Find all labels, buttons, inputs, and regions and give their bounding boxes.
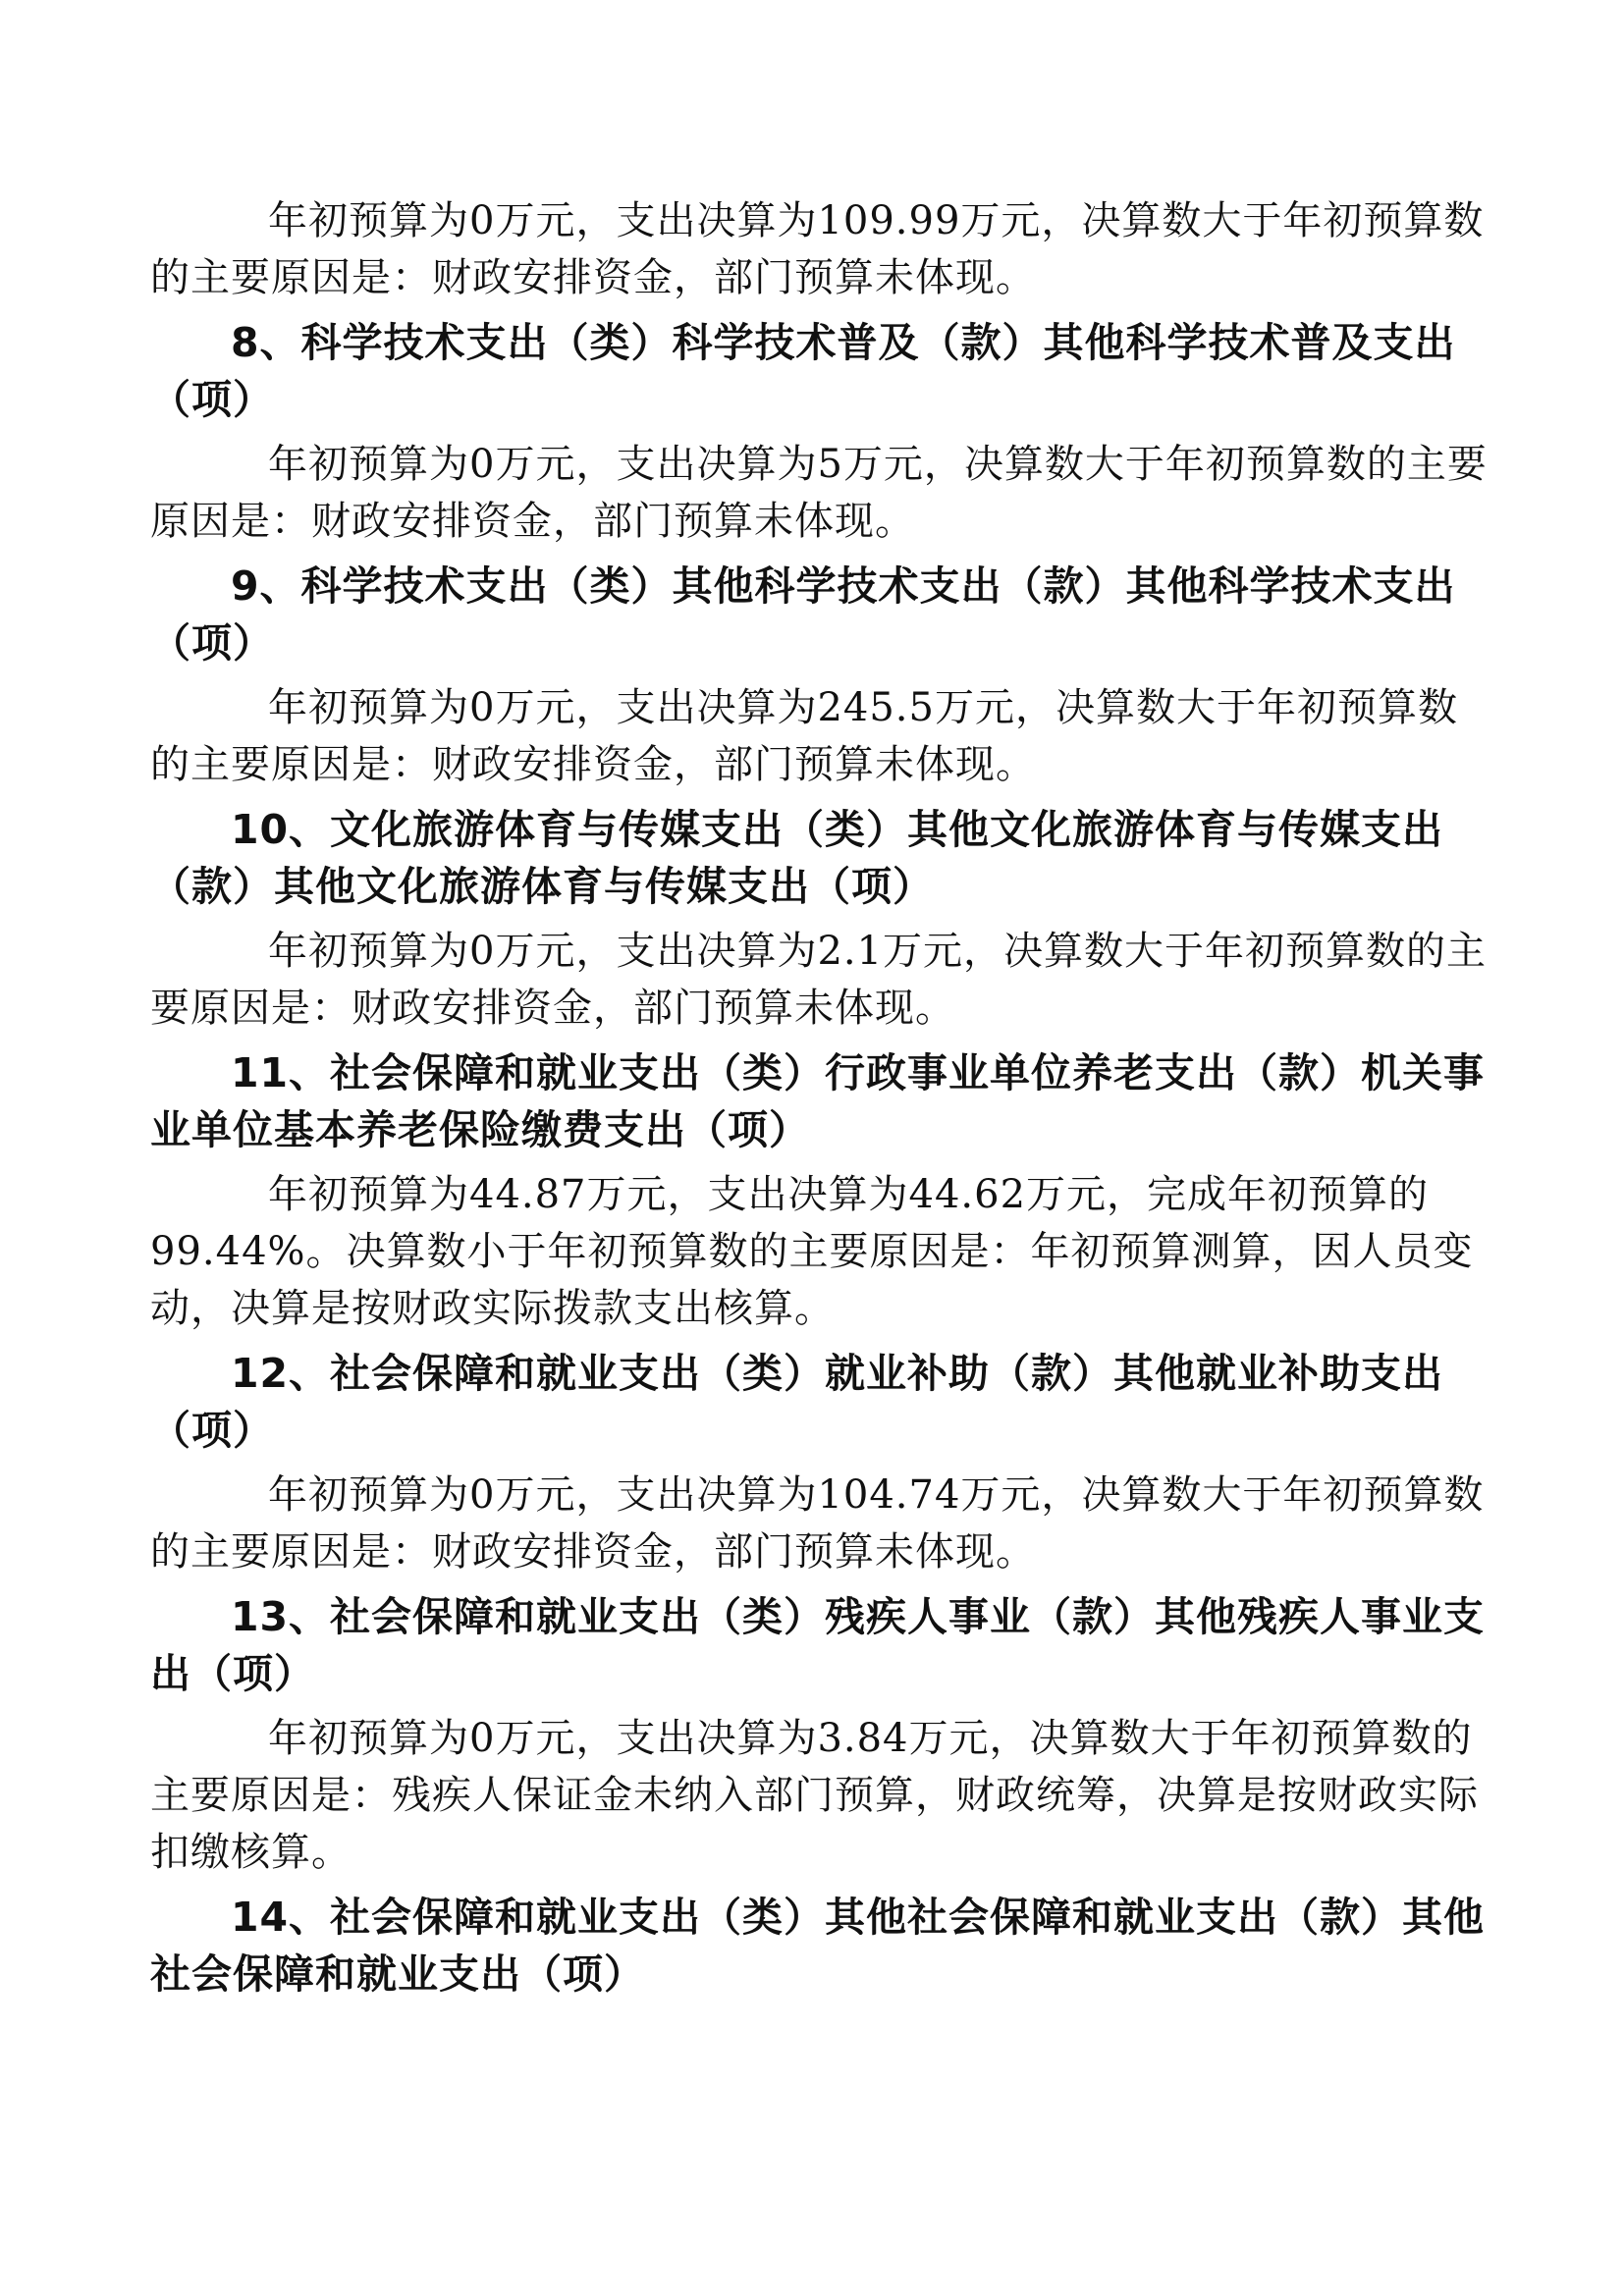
paragraph-item-11-detail: 年初预算为44.87万元，支出决算为44.62万元，完成年初预算的99.44%。决算数小于年初预算数的主要原因是：年初预算测算，因人员变动，决算是按财政实际拨款支出核算。 — [150, 1172, 1474, 1331]
document-page — [150, 187, 1490, 2010]
heading-item-12: 12、社会保障和就业支出（类）就业补助（款）其他就业补助支出（项） — [150, 1350, 1444, 1454]
paragraph-item-12-detail: 年初预算为0万元，支出决算为104.74万元，决算数大于年初预算数的主要原因是：财政安排资金，部门预算未体现。 — [150, 1472, 1485, 1575]
heading-item-13: 13、社会保障和就业支出（类）残疾人事业（款）其他残疾人事业支出（项） — [150, 1593, 1486, 1697]
heading-item-10: 10、文化旅游体育与传媒支出（类）其他文化旅游体育与传媒支出（款）其他文化旅游体育与传媒支出（项） — [150, 806, 1444, 910]
paragraph-item-9-detail: 年初预算为0万元，支出决算为245.5万元，决算数大于年初预算数的主要原因是：财政安排资金，部门预算未体现。 — [150, 685, 1458, 787]
paragraph-item-10-detail: 年初预算为0万元，支出决算为2.1万元，决算数大于年初预算数的主要原因是：财政安排资金，部门预算未体现。 — [150, 929, 1488, 1031]
heading-item-11: 11、社会保障和就业支出（类）行政事业单位养老支出（款）机关事业单位基本养老保险缴费支出（项） — [150, 1049, 1486, 1153]
paragraph-item-8-detail: 年初预算为0万元，支出决算为5万元，决算数大于年初预算数的主要原因是：财政安排资金，部门预算未体现。 — [150, 442, 1488, 544]
paragraph-item-13-detail: 年初预算为0万元，支出决算为3.84万元，决算数大于年初预算数的主要原因是：残疾人保证金未纳入部门预算，财政统筹，决算是按财政实际扣缴核算。 — [150, 1716, 1479, 1875]
heading-item-9: 9、科学技术支出（类）其他科学技术支出（款）其他科学技术支出（项） — [150, 562, 1456, 667]
paragraph-item-7-detail: 年初预算为0万元，支出决算为109.99万元，决算数大于年初预算数的主要原因是：财政安排资金，部门预算未体现。 — [150, 198, 1485, 300]
heading-item-8: 8、科学技术支出（类）科学技术普及（款）其他科学技术普及支出（项） — [150, 319, 1456, 423]
heading-item-14: 14、社会保障和就业支出（类）其他社会保障和就业支出（款）其他社会保障和就业支出（项） — [150, 1894, 1486, 1998]
